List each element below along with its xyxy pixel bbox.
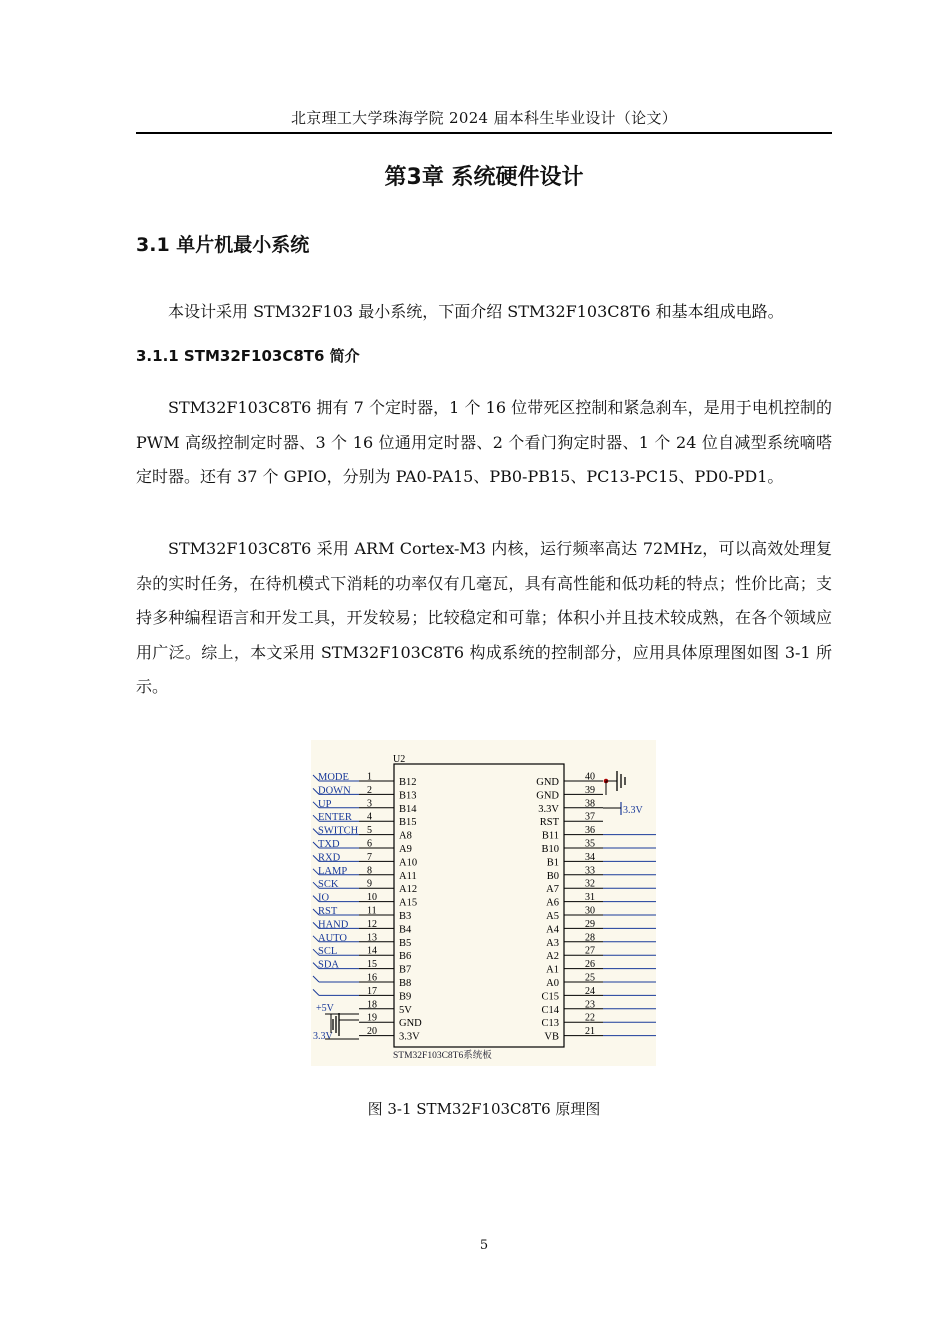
pin-net-label: SDA	[318, 959, 340, 971]
pin-net-label: SWITCH	[318, 825, 359, 837]
right-pin	[546, 973, 656, 990]
left-pin	[313, 986, 411, 1003]
pin-number: 12	[367, 918, 377, 930]
pin-number: 20	[367, 1026, 377, 1038]
intro-paragraph: 本设计采用 STM32F103 最小系统，下面介绍 STM32F103C8T6 和基本组成电路。	[168, 302, 784, 321]
right-pin	[544, 1026, 656, 1043]
left-pin	[313, 959, 411, 976]
pin-net-label: SCK	[318, 879, 339, 891]
pin-name: GND	[399, 1018, 422, 1030]
pin-number: 32	[585, 878, 595, 890]
left-pin-group	[313, 772, 422, 1043]
chapter-title: 第3章 系统硬件设计	[384, 165, 584, 190]
pin-name: 3.3V	[538, 803, 559, 815]
right-pin	[546, 892, 656, 909]
left-pin	[313, 973, 411, 990]
pin-name: A15	[399, 897, 418, 909]
pin-number: 21	[585, 1026, 595, 1038]
pin-number: 3	[367, 798, 372, 810]
pin-number: 17	[367, 985, 377, 997]
right-pin	[546, 932, 656, 949]
pin-name: A12	[399, 884, 418, 896]
figure-caption: 图 3-1 STM32F103C8T6 原理图	[367, 1100, 601, 1118]
pin-net-label: IO	[318, 892, 330, 904]
pin-number: 1	[367, 771, 372, 783]
pin-number: 33	[585, 865, 595, 877]
pin-name: B6	[399, 951, 412, 963]
pin-net-label: UP	[318, 798, 332, 810]
schematic-figure	[311, 740, 656, 1066]
pin-name: B12	[399, 777, 417, 788]
right-pin	[546, 919, 656, 936]
pin-name: B11	[541, 830, 559, 842]
pin-number: 25	[585, 972, 595, 984]
pin-number: 40	[585, 771, 595, 783]
pin-name: A0	[546, 978, 559, 989]
pin-name: B1	[546, 857, 559, 869]
subsection-heading: 3.1.1 STM32F103C8T6 简介	[136, 347, 360, 365]
right-pin	[546, 879, 656, 896]
ground-symbol	[604, 771, 625, 795]
pin-number: 22	[585, 1012, 595, 1024]
pin-number: 7	[367, 851, 372, 863]
pin-net-label: MODE	[318, 772, 349, 783]
pin-number: 6	[367, 838, 372, 850]
page-header: 北京理工大学珠海学院 2024 届本科生毕业设计（论文）	[136, 107, 832, 134]
pin-name: 3.3V	[399, 1031, 420, 1043]
pin-number: 4	[367, 811, 372, 823]
pin-net-label: SCL	[318, 946, 338, 958]
pin-number: 34	[585, 851, 595, 863]
pin-name: B15	[399, 817, 417, 829]
body-paragraph-1: STM32F103C8T6 拥有 7 个定时器，1 个 16 位带死区控制和紧急刹车，是用于电机控制的 PWM 高级控制定时器、3 个 16 位通用定时器、2 个看门狗定时器、1 个 24 位自减型系统嘀嗒定时器。还有 37 个 GPIO，分别为 PA0-PA15、PB0-PB15、PC13-PC15、PD0-PD1。	[136, 398, 832, 486]
pin-net-label: LAMP	[318, 865, 348, 877]
pin-name: B10	[541, 844, 559, 855]
pin-name: B8	[399, 978, 412, 989]
right-pin	[546, 946, 656, 963]
pin-number: 23	[585, 999, 595, 1011]
pin-name: A1	[546, 964, 559, 976]
pin-number: 14	[367, 945, 377, 957]
pin-name: A6	[546, 897, 559, 909]
pin-number: 18	[367, 999, 377, 1011]
pin-name: B5	[399, 937, 412, 949]
supply-left	[313, 1003, 359, 1042]
pin-name: B0	[546, 870, 559, 882]
pin-number: 36	[585, 825, 595, 837]
right-pin	[547, 865, 656, 882]
pin-number: 11	[367, 905, 377, 917]
pin-number: 27	[585, 945, 595, 957]
pin-number: 26	[585, 959, 595, 971]
pin-name: VB	[544, 1031, 559, 1043]
page-number: 5	[479, 1238, 489, 1253]
pin-name: A8	[399, 830, 412, 842]
pin-name: GND	[536, 790, 559, 802]
pin-name: B9	[399, 991, 412, 1003]
pin-number: 8	[367, 865, 372, 877]
body-paragraph-2: STM32F103C8T6 采用 ARM Cortex-M3 内核，运行频率高达 72MHz，可以高效处理复杂的实时任务，在待机模式下消耗的功率仅有几毫瓦，具有高性能和低功耗的特点；性价比高；支持多种编程语言和开发工具，开发较易；比较稳定和可靠；体积小并且技术较成熟，在各个领域应用广泛。综上，本文采用 STM32F103C8T6 构成系统的控制部分，应用具体原理图如图 3-1 所示。	[136, 539, 832, 696]
pin-number: 10	[367, 892, 377, 904]
pin-net-label: TXD	[318, 839, 340, 850]
pin-name: B3	[399, 911, 412, 922]
right-pin	[547, 852, 656, 869]
pin-name: GND	[536, 777, 559, 788]
pin-number: 37	[585, 811, 595, 823]
pin-name: A9	[399, 844, 412, 855]
pin-net-label: ENTER	[318, 812, 352, 824]
pin-number: 19	[367, 1012, 377, 1024]
pin-name: A4	[546, 924, 559, 936]
stm32-schematic	[311, 740, 656, 1066]
pin-name: A10	[399, 857, 418, 869]
pin-name: C15	[541, 991, 559, 1003]
pin-number: 29	[585, 918, 595, 930]
pin-number: 35	[585, 838, 595, 850]
label-33v-left: 3.3V	[313, 1031, 333, 1042]
pin-name: A3	[546, 937, 559, 949]
pin-number: 16	[367, 972, 377, 984]
pin-name: C14	[541, 1004, 559, 1016]
pin-name: RST	[539, 817, 559, 829]
pin-number: 9	[367, 878, 372, 890]
pin-name: 5V	[399, 1004, 412, 1016]
pin-net-label: RST	[318, 906, 338, 917]
pin-name: A2	[546, 951, 559, 963]
pin-number: 2	[367, 784, 372, 796]
pin-name: B13	[399, 790, 417, 802]
pin-number: 30	[585, 905, 595, 917]
pin-number: 5	[367, 825, 372, 837]
section-heading: 3.1 单片机最小系统	[136, 234, 310, 256]
label-33v-right: 3.3V	[623, 805, 643, 816]
right-pin	[546, 959, 656, 976]
right-pin	[546, 906, 656, 923]
pin-net-label: RXD	[318, 852, 341, 864]
pin-number: 13	[367, 932, 377, 944]
pin-name: B4	[399, 924, 412, 936]
pin-net-label: AUTO	[318, 932, 347, 944]
pin-number: 15	[367, 959, 377, 971]
pin-number: 24	[585, 985, 595, 997]
pin-name: C13	[541, 1018, 559, 1030]
pin-net-label: DOWN	[318, 785, 351, 797]
pin-number: 39	[585, 784, 595, 796]
supply-33v-right	[603, 802, 644, 816]
label-5v: +5V	[316, 1003, 334, 1014]
chip-ref-label: U2	[393, 754, 406, 765]
pin-number: 38	[585, 798, 595, 810]
pin-net-label: HAND	[318, 919, 349, 931]
pin-number: 28	[585, 932, 595, 944]
board-label: STM32F103C8T6系统板	[393, 1051, 492, 1061]
pin-name: A5	[546, 911, 559, 922]
pin-name: A7	[546, 884, 559, 896]
pin-name: B14	[399, 803, 417, 815]
pin-name: B7	[399, 964, 412, 976]
pin-name: A11	[399, 870, 417, 882]
pin-number: 31	[585, 892, 595, 904]
